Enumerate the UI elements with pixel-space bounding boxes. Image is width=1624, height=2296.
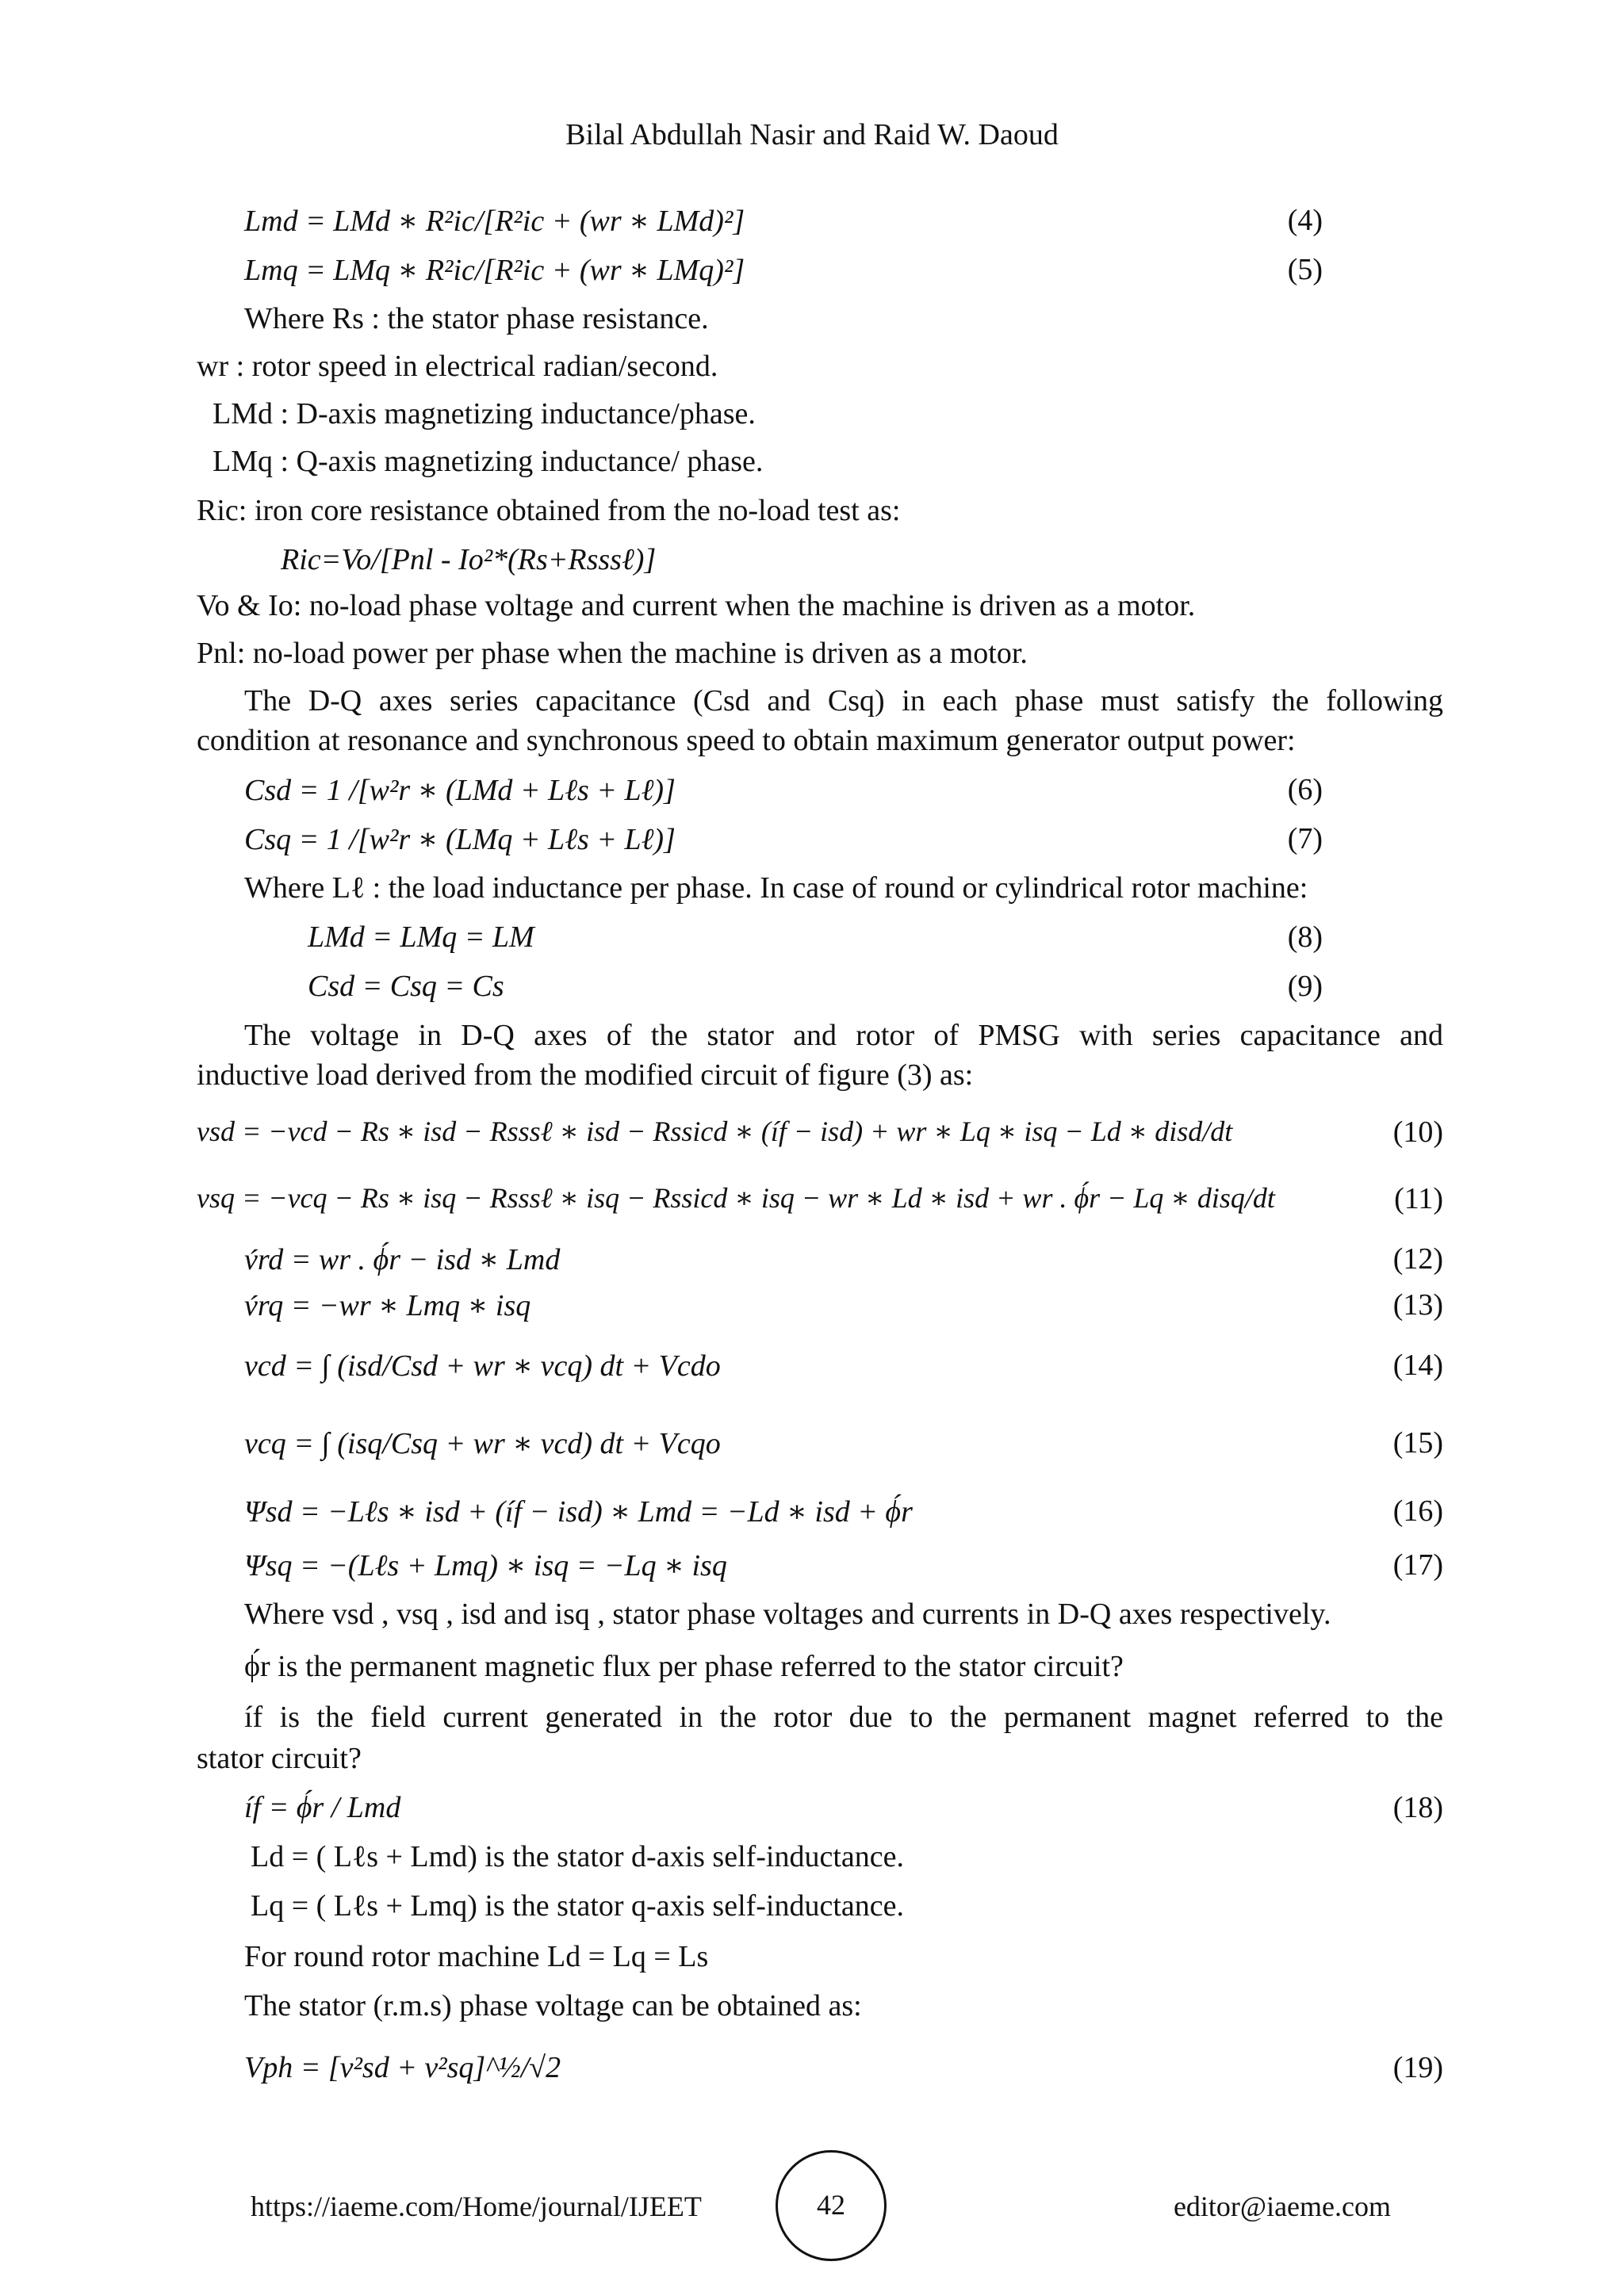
equation-8-number: (8) bbox=[1287, 920, 1323, 954]
pnl-definition: Pnl: no-load power per phase when the machine is driven as a motor. bbox=[197, 637, 1028, 670]
equation-18: íf = ϕ́r / Lmd bbox=[244, 1791, 401, 1824]
equation-4-number: (4) bbox=[1287, 204, 1323, 237]
equation-16-number: (16) bbox=[1392, 1494, 1443, 1528]
equation-18-number: (18) bbox=[1392, 1791, 1443, 1824]
equation-16: Ψsd = −Lℓs ∗ isd + (íf − isd) ∗ Lmd = −Ld ∗ isd + ϕ́r bbox=[244, 1495, 913, 1529]
paragraph-resonance-line-2: condition at resonance and synchronous speed to obtain maximum generator output power: bbox=[197, 724, 1296, 757]
if-definition-line-2: stator circuit? bbox=[197, 1742, 362, 1775]
where-stator-voltages: Where vsd , vsq , isd and isq , stator phase voltages and currents in D-Q axes respectively. bbox=[244, 1598, 1331, 1631]
equation-9: Csd = Csq = Cs bbox=[308, 970, 504, 1003]
equation-10-number: (10) bbox=[1392, 1115, 1443, 1149]
equation-7-number: (7) bbox=[1287, 822, 1323, 855]
paragraph-voltage-line-2: inductive load derived from the modified circuit of figure (3) as: bbox=[197, 1058, 974, 1092]
equation-12-number: (12) bbox=[1392, 1242, 1443, 1276]
equation-15-number: (15) bbox=[1392, 1426, 1443, 1460]
equation-5: Lmq = LMq ∗ R²ic/[R²ic + (wr ∗ LMq)²] bbox=[244, 254, 745, 287]
lmq-definition: LMq : Q-axis magnetizing inductance/ phase. bbox=[213, 445, 764, 478]
equation-4: Lmd = LMd ∗ R²ic/[R²ic + (wr ∗ LMd)²] bbox=[244, 205, 745, 238]
equation-6: Csd = 1 /[w²r ∗ (LMd + Lℓs + Lℓ)] bbox=[244, 774, 676, 807]
footer-email[interactable]: editor@iaeme.com bbox=[1173, 2191, 1391, 2222]
equation-14-number: (14) bbox=[1392, 1349, 1443, 1382]
wr-definition: wr : rotor speed in electrical radian/second. bbox=[197, 350, 718, 383]
footer-journal-url[interactable]: https://iaeme.com/Home/journal/IJEET bbox=[251, 2191, 702, 2222]
lmd-definition: LMd : D-axis magnetizing inductance/phase. bbox=[213, 397, 756, 430]
equation-13: v́rq = −wr ∗ Lmq ∗ isq bbox=[244, 1289, 531, 1322]
equation-11-number: (11) bbox=[1394, 1182, 1443, 1215]
round-rotor-statement: For round rotor machine Ld = Lq = Ls bbox=[244, 1940, 709, 1973]
lq-definition: Lq = ( Lℓs + Lmq) is the stator q-axis self-inductance. bbox=[251, 1889, 905, 1923]
equation-8: LMd = LMq = LM bbox=[308, 920, 534, 954]
equation-12: v́rd = wr . ϕ́r − isd ∗ Lmd bbox=[244, 1243, 561, 1276]
equation-10: vsd = −vcd − Rs ∗ isd − Rsssℓ ∗ isd − Rssicd ∗ (íf − isd) + wr ∗ Lq ∗ isq − Ld ∗ disd/dt bbox=[197, 1115, 1233, 1147]
equation-15: vcq = ∫ (isq/Csq + wr ∗ vcd) dt + Vcqo bbox=[244, 1427, 721, 1460]
paragraph-resonance-line-1: The D-Q axes series capacitance (Csd and Csq) in each phase must satisfy the following bbox=[244, 684, 1443, 718]
vo-io-definition: Vo & Io: no-load phase voltage and current when the machine is driven as a motor. bbox=[197, 589, 1196, 622]
ld-definition: Ld = ( Lℓs + Lmd) is the stator d-axis self-inductance. bbox=[251, 1840, 905, 1873]
where-load-inductance: Where Lℓ : the load inductance per phase. In case of round or cylindrical rotor machine: bbox=[244, 871, 1308, 905]
if-definition-line-1: íf is the field current generated in the rotor due to the permanent magnet referred to the bbox=[244, 1701, 1443, 1734]
equation-17-number: (17) bbox=[1392, 1548, 1443, 1582]
where-rs-text: Where Rs : the stator phase resistance. bbox=[244, 302, 709, 335]
running-header: Bilal Abdullah Nasir and Raid W. Daoud bbox=[565, 118, 1059, 151]
equation-13-number: (13) bbox=[1392, 1288, 1443, 1322]
equation-14: vcd = ∫ (isd/Csd + wr ∗ vcq) dt + Vcdo bbox=[244, 1349, 721, 1383]
equation-6-number: (6) bbox=[1287, 773, 1323, 806]
equation-11: vsq = −vcq − Rs ∗ isq − Rsssℓ ∗ isq − Rssicd ∗ isq − wr ∗ Ld ∗ isd + wr . ϕ́r − Lq ∗ disq/dt bbox=[197, 1182, 1275, 1214]
equation-5-number: (5) bbox=[1287, 253, 1323, 286]
ric-equation: Ric=Vo/[Pnl - Io²*(Rs+Rsssℓ)] bbox=[281, 543, 657, 576]
equation-19-number: (19) bbox=[1392, 2051, 1443, 2084]
equation-19: Vph = [v²sd + v²sq]^½/√2 bbox=[244, 2051, 561, 2084]
equation-17: Ψsq = −(Lℓs + Lmq) ∗ isq = −Lq ∗ isq bbox=[244, 1549, 727, 1582]
equation-7: Csq = 1 /[w²r ∗ (LMq + Lℓs + Lℓ)] bbox=[244, 823, 676, 856]
vph-intro: The stator (r.m.s) phase voltage can be obtained as: bbox=[244, 1989, 862, 2022]
phi-definition: ϕ́r is the permanent magnetic flux per phase referred to the stator circuit? bbox=[244, 1650, 1124, 1683]
paragraph-voltage-line-1: The voltage in D-Q axes of the stator and rotor of PMSG with series capacitance and bbox=[244, 1019, 1443, 1052]
equation-9-number: (9) bbox=[1287, 970, 1323, 1003]
ric-definition: Ric: iron core resistance obtained from the no-load test as: bbox=[197, 494, 901, 527]
page-number: 42 bbox=[817, 2189, 845, 2221]
